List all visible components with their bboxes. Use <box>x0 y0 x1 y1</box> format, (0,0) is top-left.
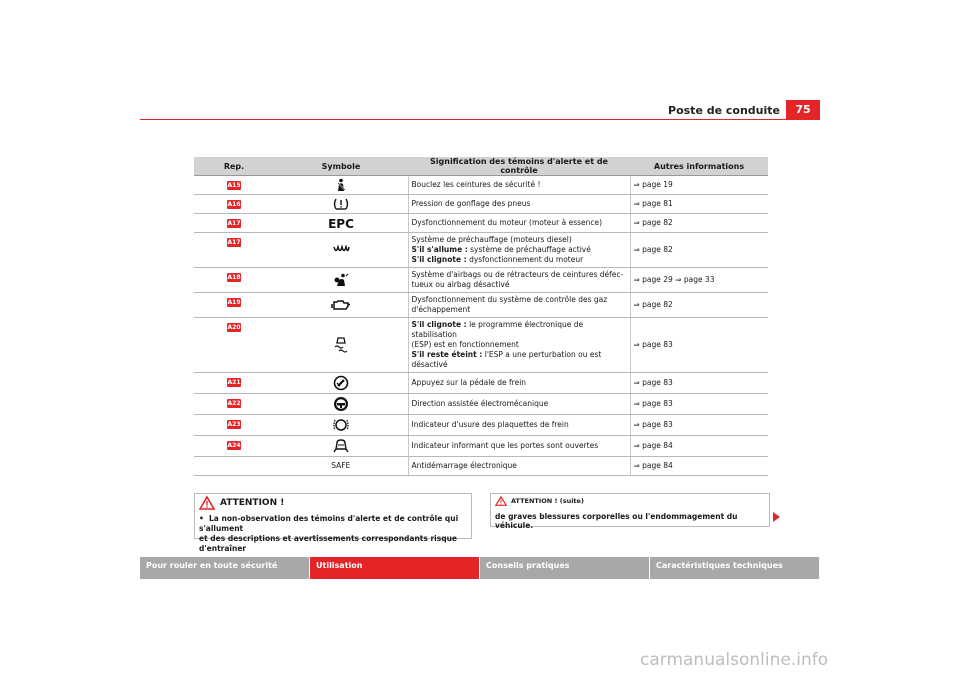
tire-pressure-icon <box>332 199 350 208</box>
cell-info[interactable]: ⇒ page 19 <box>630 176 768 195</box>
glow-plug-icon <box>332 245 350 254</box>
table-header-row <box>194 157 768 176</box>
cell-rep <box>194 214 274 233</box>
cell-symbol <box>274 394 408 415</box>
warning-lamps-table <box>194 157 768 476</box>
meaning-text: Système de préchauffage (moteurs diesel) <box>411 235 572 244</box>
cell-info[interactable]: ⇒ page 29 ⇒ page 33 <box>630 268 768 293</box>
warning-box <box>194 493 472 553</box>
table-row <box>194 415 768 436</box>
condition-label: S'il s'allume : <box>411 245 468 254</box>
cell-meaning <box>408 394 630 415</box>
meaning-text: d'échappement <box>411 305 471 314</box>
meaning-line <box>412 255 627 265</box>
condition-label: S'il clignote : <box>411 320 467 329</box>
meaning-text: le programme électronique de stabilisation <box>411 320 584 339</box>
header-rule <box>140 119 820 120</box>
table-body <box>194 176 768 476</box>
table-row <box>194 394 768 415</box>
cell-info[interactable]: ⇒ page 83 <box>630 394 768 415</box>
footer-tab-safety[interactable]: Pour rouler en toute sécurité <box>140 557 309 579</box>
cell-symbol <box>274 436 408 457</box>
table-row <box>194 233 768 268</box>
cell-meaning <box>408 233 630 268</box>
cell-symbol <box>274 293 408 318</box>
cell-meaning <box>408 415 630 436</box>
meaning-text: Appuyez sur la pédale de frein <box>411 378 527 387</box>
seatbelt-icon <box>334 180 348 189</box>
meaning-line <box>412 420 627 430</box>
cell-rep <box>194 176 274 195</box>
warning-bullet: • <box>199 514 204 523</box>
cell-meaning <box>408 373 630 394</box>
cell-rep <box>194 457 274 476</box>
footer-tab-specifications[interactable]: Caractéristiques techniques <box>650 557 819 579</box>
steering-icon <box>333 399 349 408</box>
warning-text-line2: et des descriptions et avertissements correspondants risque d'entraîner <box>199 534 457 553</box>
cell-meaning <box>408 436 630 457</box>
warning-triangle-icon <box>199 496 215 510</box>
meaning-line <box>412 378 627 388</box>
meaning-line <box>412 441 627 451</box>
meaning-line <box>412 340 627 350</box>
cell-meaning <box>408 457 630 476</box>
meaning-line <box>412 320 627 340</box>
meaning-line <box>412 399 627 409</box>
cell-rep <box>194 195 274 214</box>
table-row <box>194 373 768 394</box>
cell-info[interactable]: ⇒ page 84 <box>630 436 768 457</box>
col-header-symbol: Symbole <box>274 157 408 176</box>
ref-badge: A20 <box>227 324 241 331</box>
meaning-line <box>412 270 627 280</box>
cell-meaning <box>408 293 630 318</box>
page-number: 75 <box>786 100 820 120</box>
warning-continued-title: ATTENTION ! (suite) <box>511 497 584 505</box>
watermark: carmanualsonline.info <box>640 650 829 670</box>
ref-badge: A21 <box>227 379 241 386</box>
brake-pedal-icon <box>333 378 349 387</box>
meaning-line <box>412 305 627 315</box>
cell-rep <box>194 394 274 415</box>
ref-badge: A15 <box>227 182 241 189</box>
svg-text:EPC: EPC <box>327 217 354 231</box>
ref-badge: A18 <box>227 274 241 281</box>
table-row <box>194 195 768 214</box>
table-row <box>194 457 768 476</box>
table-row <box>194 436 768 457</box>
meaning-line <box>412 245 627 255</box>
table-row <box>194 318 768 373</box>
ref-badge: A16 <box>227 201 241 208</box>
cell-rep <box>194 415 274 436</box>
cell-rep <box>194 268 274 293</box>
brake-pad-icon <box>332 420 350 429</box>
cell-meaning <box>408 195 630 214</box>
meaning-text: Dysfonctionnement du moteur (moteur à essence) <box>411 218 603 227</box>
ref-badge: A17 <box>227 220 241 227</box>
meaning-text: l'ESP a une perturbation ou est désactivé <box>411 350 602 369</box>
cell-meaning <box>408 176 630 195</box>
cell-symbol <box>274 195 408 214</box>
chapter-title: Poste de conduite <box>668 104 780 117</box>
meaning-line <box>412 461 627 471</box>
warning-text <box>195 511 471 557</box>
table-row <box>194 268 768 293</box>
ref-badge: A17 <box>227 239 241 246</box>
cell-symbol <box>274 318 408 373</box>
meaning-line <box>412 280 627 290</box>
warning-triangle-small-icon <box>495 496 507 506</box>
meaning-line <box>412 295 627 305</box>
meaning-text: Pression de gonflage des pneus <box>411 199 531 208</box>
footer-tab-practical-tips[interactable]: Conseils pratiques <box>480 557 649 579</box>
condition-label: S'il reste éteint : <box>411 350 483 359</box>
ref-badge: A24 <box>227 442 241 449</box>
warning-title: ATTENTION ! <box>220 497 285 508</box>
meaning-text: Indicateur d'usure des plaquettes de frein <box>411 420 569 429</box>
cell-info[interactable]: ⇒ page 82 <box>630 214 768 233</box>
footer-nav <box>140 557 820 579</box>
meaning-line <box>412 350 627 370</box>
cell-info[interactable]: ⇒ page 83 <box>630 415 768 436</box>
col-header-meaning: Signification des témoins d'alerte et de contrôle <box>408 157 630 176</box>
meaning-line <box>412 180 627 190</box>
cell-info[interactable]: ⇒ page 82 <box>630 293 768 318</box>
table-row <box>194 176 768 195</box>
meaning-text: système de préchauffage activé <box>467 245 591 254</box>
cell-info[interactable]: ⇒ page 81 <box>630 195 768 214</box>
cell-symbol <box>274 214 408 233</box>
epc-icon <box>327 217 354 231</box>
meaning-text: tueux ou airbag désactivé <box>411 280 510 289</box>
cell-symbol <box>274 373 408 394</box>
cell-rep <box>194 373 274 394</box>
warning-text-line1: La non-observation des témoins d'alerte et de contrôle qui s'allument <box>199 514 459 533</box>
table-row <box>194 214 768 233</box>
cell-symbol <box>274 268 408 293</box>
meaning-text: Direction assistée électromécanique <box>411 399 549 408</box>
ref-badge: A23 <box>227 421 241 428</box>
table-row <box>194 293 768 318</box>
cell-meaning <box>408 268 630 293</box>
continue-arrow-icon <box>772 512 781 522</box>
cell-meaning <box>408 214 630 233</box>
col-header-rep: Rep. <box>194 157 274 176</box>
cell-meaning <box>408 318 630 373</box>
esp-icon <box>333 340 349 349</box>
engine-icon <box>331 300 351 309</box>
warning-continued-box <box>490 493 770 530</box>
cell-info[interactable]: ⇒ page 84 <box>630 457 768 476</box>
airbag-icon <box>333 275 349 284</box>
condition-label: S'il clignote : <box>411 255 467 264</box>
door-open-icon <box>333 441 349 450</box>
cell-symbol <box>274 233 408 268</box>
cell-rep <box>194 436 274 457</box>
cell-info[interactable]: ⇒ page 82 <box>630 233 768 268</box>
cell-symbol <box>274 176 408 195</box>
cell-symbol <box>274 415 408 436</box>
ref-badge: A19 <box>227 299 241 306</box>
meaning-text: (ESP) est en fonctionnement <box>411 340 519 349</box>
cell-info[interactable]: ⇒ page 83 <box>630 373 768 394</box>
symbol-text: SAFE <box>331 461 351 470</box>
meaning-text: Antidémarrage électronique <box>411 461 517 470</box>
meaning-text: Bouclez les ceintures de sécurité ! <box>411 180 541 189</box>
meaning-text: dysfonctionnement du moteur <box>466 255 584 264</box>
cell-rep <box>194 233 274 268</box>
meaning-line <box>412 199 627 209</box>
meaning-line <box>412 235 627 245</box>
meaning-line <box>412 218 627 228</box>
cell-rep <box>194 293 274 318</box>
cell-info[interactable]: ⇒ page 83 <box>630 318 768 373</box>
col-header-info: Autres informations <box>630 157 768 176</box>
footer-tab-usage[interactable]: Utilisation <box>310 557 479 579</box>
meaning-text: Dysfonctionnement du système de contrôle des gaz <box>411 295 608 304</box>
warning-continued-header <box>491 494 769 508</box>
warning-continued-text: de graves blessures corporelles ou l'endommagement du véhicule. <box>495 512 738 530</box>
ref-badge: A22 <box>227 400 241 407</box>
warning-header <box>195 494 471 511</box>
meaning-text: Indicateur informant que les portes sont ouvertes <box>411 441 599 450</box>
cell-rep <box>194 318 274 373</box>
meaning-text: Système d'airbags ou de rétracteurs de ceintures défec- <box>411 270 624 279</box>
cell-symbol <box>274 457 408 476</box>
